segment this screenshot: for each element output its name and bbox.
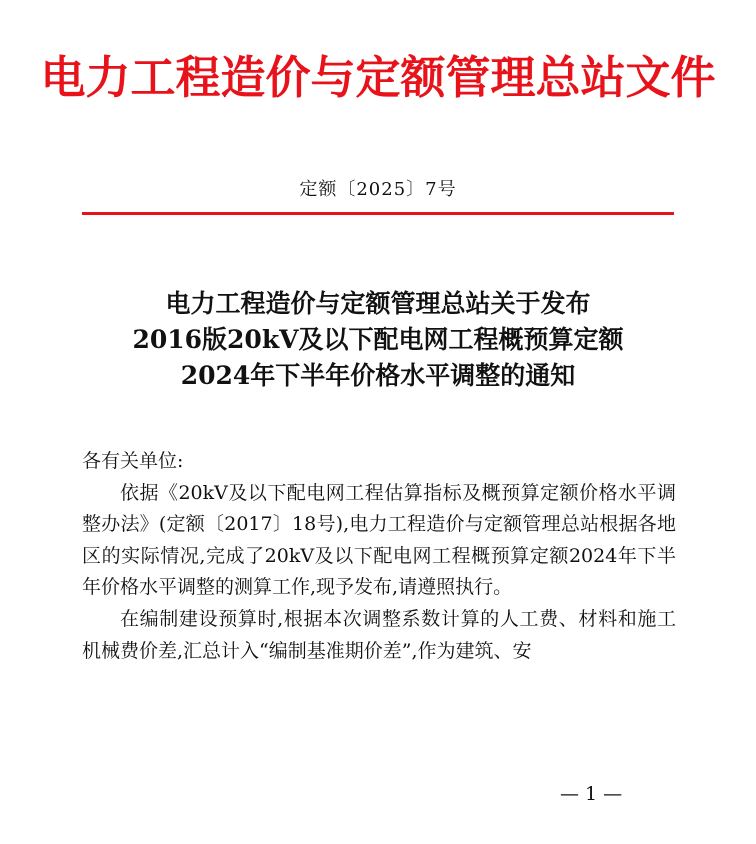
notice-title-line-3: 2024年下半年价格水平调整的通知 [180,361,576,390]
notice-body [82,446,676,667]
page-number: — 1 — [560,783,623,805]
salutation: 各有关单位: [82,450,184,472]
notice-title-line-2: 2016版20kV及以下配电网工程概预算定额 [132,325,624,354]
document-number: 定额〔2025〕7号 [299,179,457,200]
body-paragraph-2: 在编制建设预算时,根据本次调整系数计算的人工费、材料和施工机械费价差,汇总计入“编制基准期价差”,作为建筑、安 [82,607,676,662]
body-paragraph-1: 依据《20kV及以下配电网工程估算指标及概预算定额价格水平调整办法》(定额〔2017〕18号),电力工程造价与定额管理总站根据各地区的实际情况,完成了20kV及以下配电网工程概预算定额2024年下半年价格水平调整的测算工作,现予发布,请遵照执行。 [82,481,676,599]
issuer-header-title: 电力工程造价与定额管理总站文件 [40,51,716,104]
notice-title [0,286,756,394]
notice-title-line-1: 电力工程造价与定额管理总站关于发布 [165,289,591,318]
header-red-rule [82,212,674,215]
